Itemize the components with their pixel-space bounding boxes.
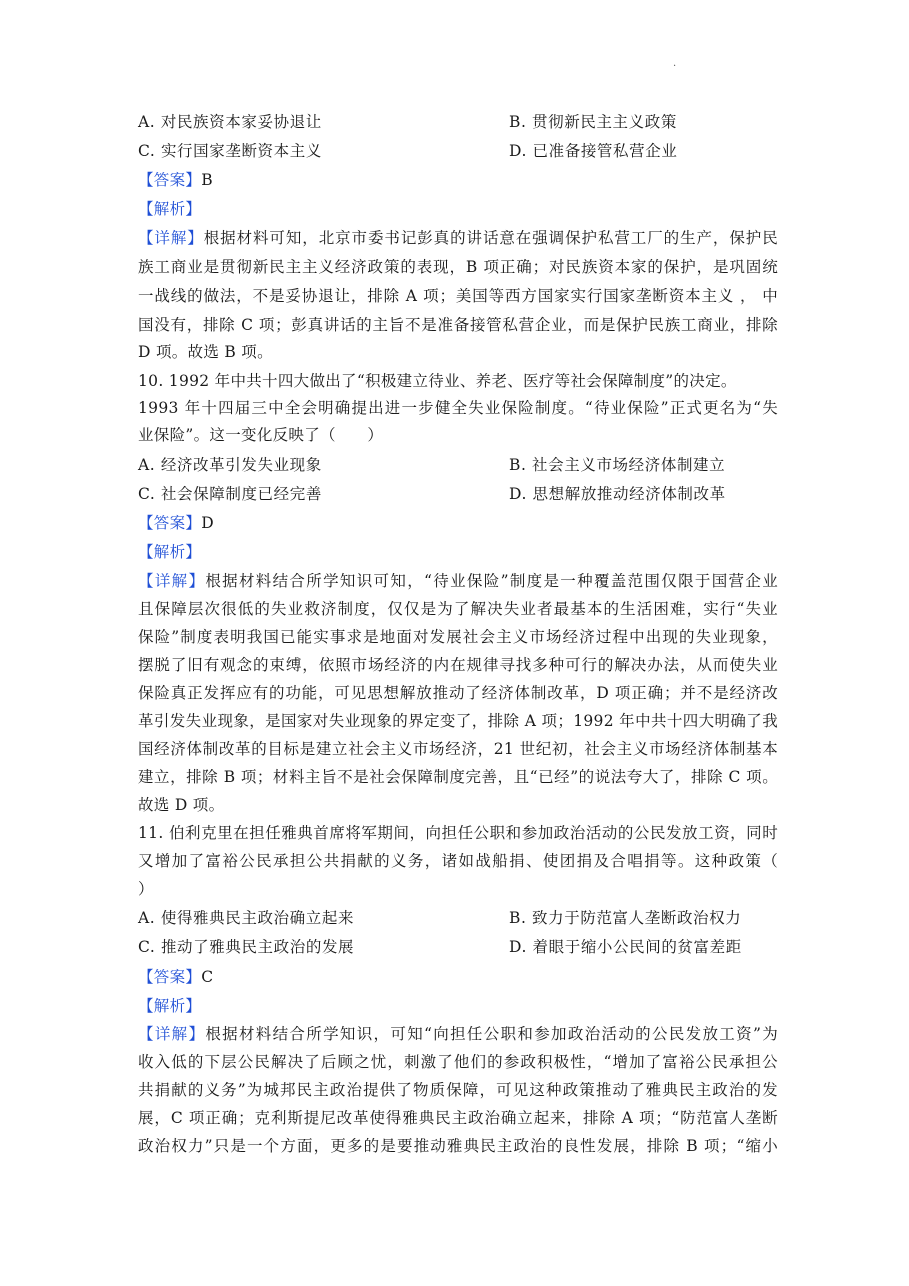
q10-detail-line: 保险”制度表明我国已能实事求是地面对发展社会主义市场经济过程中出现的失业现象，	[138, 628, 778, 646]
q10-detail-line	[138, 571, 778, 591]
q11-option-d: D. 着眼于缩小公民间的贫富差距	[509, 938, 742, 956]
q11-detail-line: 收入低的下层公民解决了后顾之忧，刺激了他们的参政积极性，“增加了富裕公民承担公	[138, 1053, 778, 1071]
detail-text: 根据材料结合所学知识可知，“待业保险”制度是一种覆盖范围仅限于国营企业	[205, 572, 779, 590]
q10-detail-line: 保险真正发挥应有的功能，可见思想解放推动了经济体制改革，D 项正确；并不是经济改	[138, 684, 778, 702]
header-mark: .	[673, 58, 677, 69]
detail-tag: 【详解】	[138, 229, 204, 247]
q10-detail-line: 国经济体制改革的目标是建立社会主义市场经济，21 世纪初，社会主义市场经济体制基本	[138, 740, 778, 758]
q9-detail-line: 国没有，排除 C 项；彭真讲话的主旨不是准备接管私营企业，而是保护民族工商业，排除	[138, 316, 778, 334]
analysis-tag: 【解析】	[138, 997, 202, 1015]
q9-detail-line	[138, 228, 778, 248]
q9-detail-line: D 项。故选 B 项。	[138, 343, 273, 361]
q11-detail-line	[138, 1024, 778, 1044]
q11-option-c: C. 推动了雅典民主政治的发展	[138, 938, 355, 956]
detail-text: 根据材料结合所学知识，可知“向担任公职和参加政治活动的公民发放工资”为	[205, 1025, 779, 1043]
q10-option-b: B. 社会主义市场经济体制建立	[509, 456, 726, 474]
q9-option-b: B. 贯彻新民主主义政策	[509, 113, 677, 131]
analysis-tag: 【解析】	[138, 200, 202, 218]
q10-detail-line: 故选 D 项。	[138, 796, 225, 814]
q11-detail-line: 政治权力”只是一个方面，更多的是要推动雅典民主政治的良性发展，排除 B 项；“缩小	[138, 1137, 778, 1155]
q10-answer	[138, 513, 778, 533]
answer-tag: 【答案】	[138, 171, 202, 189]
q10-option-a: A. 经济改革引发失业现象	[138, 456, 322, 474]
q11-detail-line: 展，C 项正确；克利斯提尼改革使得雅典民主政治确立起来，排除 A 项；“防范富人垄断	[138, 1109, 778, 1127]
answer-value: B	[201, 171, 213, 189]
q10-option-c: C. 社会保障制度已经完善	[138, 485, 322, 503]
q9-detail-line: 一战线的做法，不是妥协退让，排除 A 项；美国等西方国家实行国家垄断资本主义 ， 中	[138, 287, 778, 305]
q9-analysis-tag	[138, 199, 778, 219]
q9-option-c: C. 实行国家垄断资本主义	[138, 142, 322, 160]
detail-text: 根据材料可知，北京市委书记彭真的讲话意在强调保护私营工厂的生产，保护民	[203, 229, 778, 247]
q10-detail-line: 且保障层次很低的失业救济制度，仅仅是为了解决失业者最基本的生活困难，实行“失业	[138, 600, 778, 618]
q11-stem-line: ）	[138, 880, 154, 898]
q11-detail-line: 共捐献的义务”为城邦民主政治提供了物质保障，可见这种政策推动了雅典民主政治的发	[138, 1081, 778, 1099]
q10-stem-line: 10. 1992 年中共十四大做出了“积极建立待业、养老、医疗等社会保障制度”的决定。	[138, 372, 737, 390]
q11-answer	[138, 967, 778, 987]
q9-answer	[138, 170, 778, 190]
analysis-tag: 【解析】	[138, 543, 202, 561]
q9-detail-line: 族工商业是贯彻新民主主义经济政策的表现，B 项正确；对民族资本家的保护，是巩固统	[138, 258, 778, 276]
q10-stem-line: 业保险”。这一变化反映了（ ）	[138, 426, 384, 444]
q10-stem-line: 1993 年十四届三中全会明确提出进一步健全失业保险制度。“待业保险”正式更名为“失	[138, 399, 778, 417]
q11-option-a: A. 使得雅典民主政治确立起来	[138, 909, 355, 927]
answer-value: C	[201, 968, 214, 986]
q10-detail-line: 建立，排除 B 项；材料主旨不是社会保障制度完善，且“已经”的说法夸大了，排除 C 项。	[138, 768, 778, 786]
q10-analysis-tag	[138, 542, 778, 562]
answer-value: D	[201, 514, 214, 532]
q9-option-a: A. 对民族资本家妥协退让	[138, 113, 322, 131]
q10-detail-line: 革引发失业现象，是国家对失业现象的界定变了，排除 A 项；1992 年中共十四大明确了我	[138, 712, 778, 730]
detail-tag: 【详解】	[138, 1025, 206, 1043]
q11-option-b: B. 致力于防范富人垄断政治权力	[509, 909, 742, 927]
answer-tag: 【答案】	[138, 514, 202, 532]
detail-tag: 【详解】	[138, 572, 206, 590]
q11-stem-line: 11. 伯利克里在担任雅典首席将军期间，向担任公职和参加政治活动的公民发放工资，同时	[138, 824, 778, 842]
q10-option-d: D. 思想解放推动经济体制改革	[509, 485, 726, 503]
q10-detail-line: 摆脱了旧有观念的束缚，依照市场经济的内在规律寻找多种可行的解决办法，从而使失业	[138, 656, 778, 674]
q11-analysis-tag	[138, 996, 778, 1016]
q9-option-d: D. 已准备接管私营企业	[509, 142, 678, 160]
q11-stem-line: 又增加了富裕公民承担公共捐献的义务，诸如战船捐、使团捐及合唱捐等。这种政策（	[138, 852, 778, 870]
answer-tag: 【答案】	[138, 968, 202, 986]
